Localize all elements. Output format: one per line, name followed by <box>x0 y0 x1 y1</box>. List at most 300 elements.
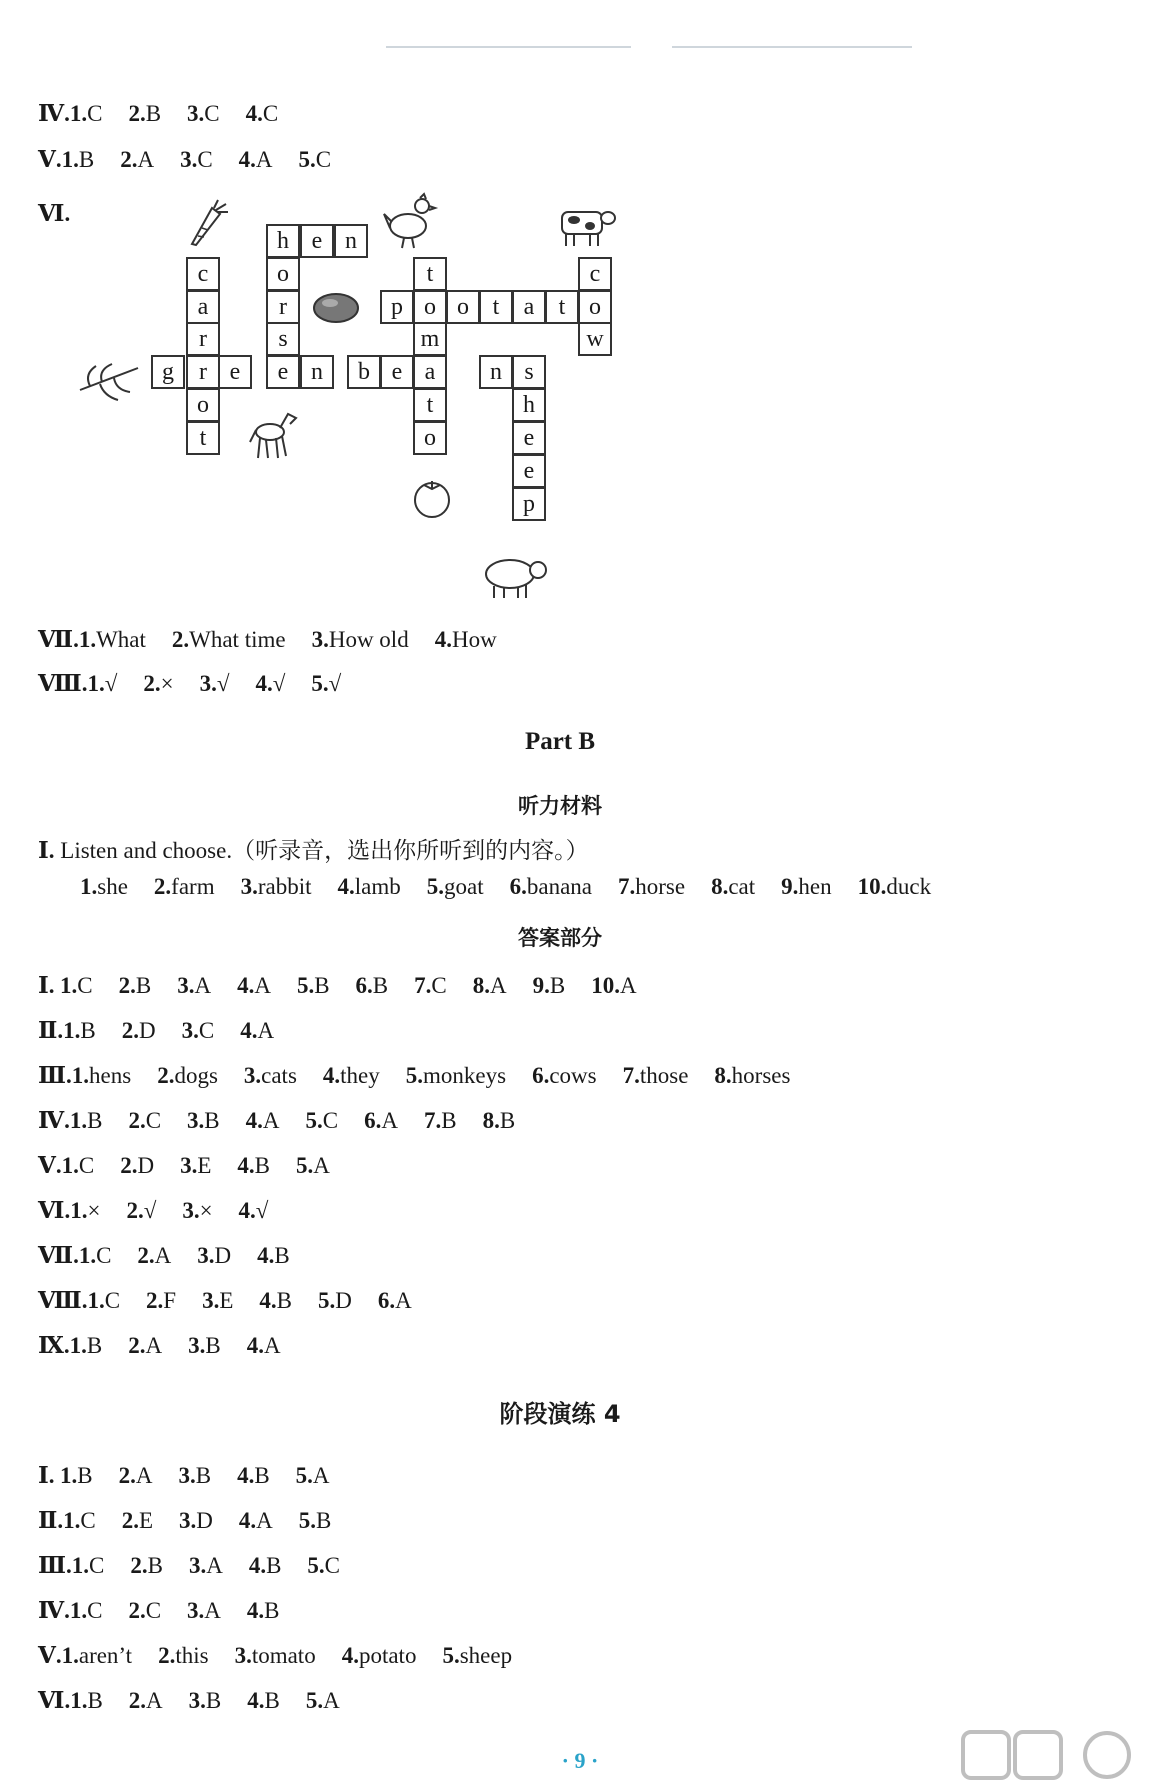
item-answer: cat <box>728 874 756 899</box>
answer-item <box>60 973 93 999</box>
item-number: 3. <box>187 101 205 126</box>
item-number: 1. <box>70 1198 88 1223</box>
answer-item <box>237 973 271 999</box>
page-number: · 9 · <box>561 1748 599 1773</box>
item-answer: A <box>312 1463 330 1488</box>
section-vi-label: Ⅵ. <box>38 201 71 226</box>
answer-item <box>714 1063 790 1089</box>
item-number: 2. <box>120 1153 138 1178</box>
answer-row <box>38 1062 816 1089</box>
item-answer: B <box>86 1333 103 1358</box>
item-number: 3. <box>199 671 217 696</box>
crossword-cell: t <box>545 290 579 324</box>
crossword-cell: o <box>446 290 480 324</box>
item-answer: A <box>263 1333 281 1358</box>
item-number: 3. <box>234 1643 252 1668</box>
item-answer: C <box>87 101 103 126</box>
item-number: 4. <box>341 1643 359 1668</box>
item-number: 5. <box>295 1153 314 1178</box>
item-answer: C <box>322 1108 339 1133</box>
crossword-cell: e <box>380 355 414 389</box>
tomato-icon <box>410 476 454 520</box>
item-number: 3. <box>182 1198 200 1223</box>
item-answer: A <box>145 1333 163 1358</box>
answer-item <box>79 627 146 653</box>
item-number: 1. <box>61 1153 79 1178</box>
item-number: 1. <box>69 1333 87 1358</box>
answer-item <box>70 1688 103 1714</box>
answer-row <box>38 100 304 127</box>
item-number: 2. <box>118 1463 136 1488</box>
crossword-cell: t <box>413 257 447 291</box>
answer-item <box>483 1108 516 1134</box>
item-answer: A <box>313 1153 330 1178</box>
item-answer: How <box>451 627 497 652</box>
answer-item <box>255 671 285 697</box>
item-number: 6. <box>509 874 527 899</box>
answer-item <box>72 1553 105 1579</box>
answer-item <box>246 101 279 127</box>
answer-item <box>312 627 409 653</box>
answer-item <box>122 1018 156 1044</box>
answer-item <box>414 973 447 999</box>
answer-row <box>38 1462 356 1489</box>
crossword-cell: e <box>512 421 546 455</box>
item-answer: B <box>254 1153 270 1178</box>
answer-item <box>532 1063 597 1089</box>
answer-item <box>424 1108 457 1134</box>
item-answer: banana <box>526 874 592 899</box>
answer-item <box>122 1508 153 1534</box>
listening-items <box>80 874 957 900</box>
item-answer: A <box>257 1018 275 1043</box>
item-number: 3. <box>240 874 258 899</box>
item-number: 4. <box>238 1508 257 1533</box>
answer-item <box>70 101 103 127</box>
part-b-title: Part B <box>524 728 596 755</box>
carrot-icon <box>182 198 230 248</box>
answer-item <box>364 1108 398 1134</box>
answer-item <box>427 874 484 900</box>
item-answer: × <box>199 1198 213 1223</box>
item-answer: √ <box>104 671 118 696</box>
item-number: 1. <box>78 1243 97 1268</box>
item-answer: C <box>87 1598 103 1623</box>
item-answer: C <box>78 1153 95 1178</box>
item-number: 3. <box>188 1553 207 1578</box>
item-number: 4. <box>259 1288 277 1313</box>
item-answer: C <box>324 1553 341 1578</box>
answer-item <box>130 1553 163 1579</box>
crossword-cell: e <box>300 224 334 258</box>
item-number: 6. <box>377 1288 396 1313</box>
crossword-cell: r <box>186 322 220 356</box>
crossword-cell: g <box>151 355 185 389</box>
section-number: Ⅲ. <box>38 1553 72 1578</box>
answer-item <box>178 1463 211 1489</box>
item-answer: C <box>145 1108 162 1133</box>
answer-item <box>200 671 230 697</box>
item-number: 3. <box>178 1463 196 1488</box>
item-answer: B <box>87 1108 103 1133</box>
item-number: 4. <box>257 1243 275 1268</box>
answer-item <box>172 627 286 653</box>
item-number: 3. <box>177 973 195 998</box>
crossword-cell: t <box>186 421 220 455</box>
crossword-cell: o <box>186 388 220 422</box>
item-answer: D <box>335 1288 352 1313</box>
item-number: 5. <box>295 1463 313 1488</box>
item-answer: B <box>205 1333 221 1358</box>
answer-item <box>157 1063 218 1089</box>
section-number: Ⅷ. <box>38 671 88 696</box>
answer-item <box>241 874 312 900</box>
answer-item <box>378 1288 412 1314</box>
crossword-cell: b <box>347 355 381 389</box>
item-number: 8. <box>472 973 490 998</box>
section-number: Ⅸ. <box>38 1333 70 1358</box>
watermark-logo <box>957 1728 1157 1788</box>
answers-title: 答案部分 <box>518 926 602 950</box>
section-number: Ⅱ. <box>38 1018 64 1043</box>
item-number: 2. <box>130 1553 148 1578</box>
item-number: 8. <box>482 1108 500 1133</box>
item-number: 2. <box>153 874 172 899</box>
item-answer: B <box>77 1463 93 1488</box>
item-answer: B <box>80 1018 96 1043</box>
item-number: 7. <box>414 973 432 998</box>
item-answer: sheep <box>459 1643 513 1668</box>
answer-item <box>249 1553 282 1579</box>
section-number: Ⅴ. <box>38 1153 62 1178</box>
item-answer: A <box>256 1508 273 1533</box>
answer-item <box>318 1288 352 1314</box>
item-number: 5. <box>298 1508 317 1533</box>
item-number: 4. <box>237 1153 255 1178</box>
item-answer: C <box>77 973 93 998</box>
item-number: 2. <box>171 627 190 652</box>
answer-item <box>128 101 161 127</box>
item-number: 9. <box>532 973 550 998</box>
item-answer: cows <box>549 1063 597 1088</box>
section-number: Ⅳ. <box>38 1108 70 1133</box>
item-answer: tomato <box>251 1643 316 1668</box>
item-number: 5. <box>318 1288 336 1313</box>
item-number: 5. <box>405 1063 424 1088</box>
answer-item <box>473 973 507 999</box>
item-number: 4. <box>245 1108 263 1133</box>
section-number: Ⅶ. <box>38 1243 79 1268</box>
potato-icon <box>310 290 362 326</box>
item-answer: B <box>78 147 95 172</box>
item-number: 2. <box>118 973 136 998</box>
item-answer: those <box>639 1063 689 1088</box>
item-number: 4. <box>248 1553 267 1578</box>
item-answer: A <box>262 1108 280 1133</box>
item-answer: A <box>135 1463 153 1488</box>
item-answer: C <box>315 147 332 172</box>
crossword-cell: n <box>479 355 513 389</box>
item-number: 3. <box>188 1688 206 1713</box>
item-answer: D <box>138 1018 156 1043</box>
item-answer: horses <box>731 1063 791 1088</box>
crossword-cell: w <box>578 322 612 356</box>
answer-item <box>128 1108 161 1134</box>
answer-item <box>62 1643 132 1669</box>
item-number: 2. <box>128 1108 146 1133</box>
answer-item <box>259 1288 292 1314</box>
crossword-cell: c <box>578 257 612 291</box>
item-answer: cats <box>261 1063 297 1088</box>
item-number: 7. <box>622 1063 640 1088</box>
answer-item <box>188 1333 221 1359</box>
item-number: 1. <box>71 1553 90 1578</box>
item-number: 1. <box>80 874 98 899</box>
item-number: 5. <box>311 671 329 696</box>
answer-item <box>297 973 330 999</box>
answer-item <box>187 1598 221 1624</box>
item-number: 2. <box>121 1508 139 1533</box>
item-number: 10. <box>857 874 887 899</box>
item-number: 3. <box>197 1243 215 1268</box>
answer-item <box>182 1018 215 1044</box>
section-number: Ⅱ. <box>38 1508 64 1533</box>
item-number: 3. <box>181 1018 199 1043</box>
crossword-cell: r <box>266 290 300 324</box>
item-answer: C <box>197 147 213 172</box>
item-answer: √ <box>143 1198 157 1223</box>
item-answer: hen <box>798 874 832 899</box>
item-number: 1. <box>61 1643 79 1668</box>
item-answer: √ <box>328 671 342 696</box>
answer-item <box>858 874 931 900</box>
item-answer: B <box>147 1553 163 1578</box>
item-answer: rabbit <box>257 874 312 899</box>
item-number: 3. <box>179 1508 197 1533</box>
answer-item <box>60 1463 93 1489</box>
answer-item <box>323 1063 380 1089</box>
item-answer: A <box>154 1243 172 1268</box>
item-number: 2. <box>128 1688 147 1713</box>
item-answer: B <box>145 101 162 126</box>
item-answer: B <box>264 1598 280 1623</box>
item-answer: B <box>205 1688 222 1713</box>
answer-row <box>38 146 357 173</box>
item-number: 5. <box>305 1688 324 1713</box>
item-answer: aren’t <box>78 1643 133 1668</box>
answer-item <box>244 1063 297 1089</box>
item-number: 2. <box>143 671 161 696</box>
answer-item <box>306 1688 340 1714</box>
item-answer: B <box>266 1553 282 1578</box>
item-answer: What <box>96 627 146 652</box>
item-number: 4. <box>246 1598 265 1623</box>
crossword-cell: o <box>413 421 447 455</box>
item-number: 2. <box>128 1598 146 1623</box>
answer-row <box>38 1332 307 1359</box>
item-answer: C <box>96 1243 112 1268</box>
answer-item <box>237 1153 270 1179</box>
item-number: 7. <box>618 874 636 899</box>
item-answer: A <box>206 1553 223 1578</box>
answer-item <box>70 1198 100 1224</box>
item-number: 5. <box>298 147 316 172</box>
answer-item <box>128 1598 161 1624</box>
answer-row <box>38 1687 366 1714</box>
answer-row <box>38 1152 356 1179</box>
item-answer: E <box>219 1288 234 1313</box>
answer-item <box>126 1198 156 1224</box>
listening-title: 听力材料 <box>518 794 602 818</box>
crossword-cell: e <box>266 355 300 389</box>
item-answer: C <box>198 1018 215 1043</box>
item-number: 5. <box>307 1553 325 1578</box>
crossword-cell: e <box>512 454 546 488</box>
answer-item <box>237 1463 270 1489</box>
item-number: 10. <box>591 973 620 998</box>
crossword-cell: c <box>186 257 220 291</box>
item-number: 3. <box>243 1063 262 1088</box>
crossword-cell: a <box>512 290 546 324</box>
answer-item <box>591 973 636 999</box>
answer-row <box>38 1017 300 1044</box>
answer-row <box>38 1642 538 1669</box>
answer-item <box>177 973 211 999</box>
answer-item <box>342 1643 417 1669</box>
crossword-cell: t <box>479 290 513 324</box>
section-number: Ⅴ. <box>38 147 62 172</box>
crossword-cell: h <box>512 388 546 422</box>
item-answer: A <box>137 147 155 172</box>
answer-row <box>38 1507 357 1534</box>
answer-row <box>38 1597 306 1624</box>
answer-item <box>180 1153 211 1179</box>
answer-row <box>38 670 367 697</box>
item-answer: C <box>145 1598 162 1623</box>
answer-row <box>38 1287 438 1314</box>
answer-item <box>239 1198 269 1224</box>
answer-item <box>63 1018 96 1044</box>
section-number: Ⅶ. <box>38 627 79 652</box>
item-answer: A <box>254 973 271 998</box>
item-answer: B <box>314 973 330 998</box>
answer-row <box>38 972 663 999</box>
answer-item <box>120 147 154 173</box>
top-rule-left <box>386 46 631 48</box>
cow-icon <box>556 204 616 248</box>
item-answer: B <box>135 973 152 998</box>
answer-item <box>128 1333 162 1359</box>
crossword-cell: o <box>413 290 447 324</box>
item-number: 2. <box>128 101 146 126</box>
item-number: 2. <box>157 1063 175 1088</box>
crossword-cell: n <box>300 355 334 389</box>
item-answer: A <box>619 973 637 998</box>
item-answer: lamb <box>354 874 401 899</box>
answer-item <box>296 1153 330 1179</box>
answer-item <box>119 973 152 999</box>
crossword-cell: p <box>512 487 546 521</box>
item-answer: B <box>316 1508 332 1533</box>
item-answer: monkeys <box>423 1063 507 1088</box>
answer-item <box>338 874 401 900</box>
answer-item <box>79 1243 112 1269</box>
crossword-cell: s <box>512 355 546 389</box>
item-answer: √ <box>272 671 286 696</box>
answer-item <box>299 147 332 173</box>
item-number: 1. <box>60 1463 78 1488</box>
crossword-cell: n <box>334 224 368 258</box>
item-answer: D <box>196 1508 213 1533</box>
item-number: 2. <box>121 1018 139 1043</box>
item-number: 9. <box>781 874 799 899</box>
item-answer: B <box>195 1463 212 1488</box>
item-number: 4. <box>237 1463 255 1488</box>
top-rule-right <box>672 46 912 48</box>
item-answer: B <box>87 1688 103 1713</box>
item-number: 3. <box>187 1108 205 1133</box>
answer-item <box>239 1508 273 1534</box>
item-number: 1. <box>69 101 88 126</box>
beans-icon <box>76 360 142 404</box>
section-number: Ⅲ. <box>38 1063 72 1088</box>
answer-item <box>62 1153 95 1179</box>
item-number: 4. <box>238 147 256 172</box>
section-number: Ⅵ. <box>38 1198 71 1223</box>
item-number: 5. <box>442 1643 460 1668</box>
item-number: 3. <box>187 1598 205 1623</box>
listening-instruction: Ⅰ. Listen and choose.（听录音，选出你所听到的内容。） <box>38 838 589 863</box>
item-answer: A <box>381 1108 398 1133</box>
answer-item <box>299 1508 332 1534</box>
item-answer: B <box>204 1108 220 1133</box>
item-number: 1. <box>60 973 78 998</box>
item-answer: A <box>323 1688 340 1713</box>
item-number: 8. <box>714 1063 732 1088</box>
crossword-cell: e <box>218 355 252 389</box>
crossword-cell: o <box>266 257 300 291</box>
crossword-cell: h <box>266 224 300 258</box>
item-number: 3. <box>188 1333 206 1358</box>
answer-item <box>70 1108 103 1134</box>
item-number: 1. <box>69 1108 88 1133</box>
crossword-cell: a <box>186 290 220 324</box>
crossword-cell: m <box>413 322 447 356</box>
section-number: Ⅴ. <box>38 1643 62 1668</box>
answer-item <box>246 1108 280 1134</box>
answer-item <box>307 1553 340 1579</box>
item-answer: she <box>97 874 128 899</box>
answer-item <box>154 874 215 900</box>
item-answer: C <box>262 101 279 126</box>
answer-row <box>38 1197 294 1224</box>
item-answer: F <box>163 1288 177 1313</box>
item-answer: this <box>175 1643 209 1668</box>
item-number: 4. <box>247 1688 265 1713</box>
answer-item <box>435 627 497 653</box>
answer-item <box>247 1598 280 1624</box>
section-number: Ⅳ. <box>38 101 70 126</box>
answer-item <box>182 1198 212 1224</box>
answer-item <box>187 101 220 127</box>
answer-item <box>239 147 273 173</box>
section-number: Ⅷ. <box>38 1288 88 1313</box>
item-number: 1. <box>87 671 105 696</box>
item-answer: D <box>214 1243 232 1268</box>
item-answer: farm <box>171 874 215 899</box>
item-answer: C <box>89 1553 105 1578</box>
answer-row <box>38 1552 366 1579</box>
